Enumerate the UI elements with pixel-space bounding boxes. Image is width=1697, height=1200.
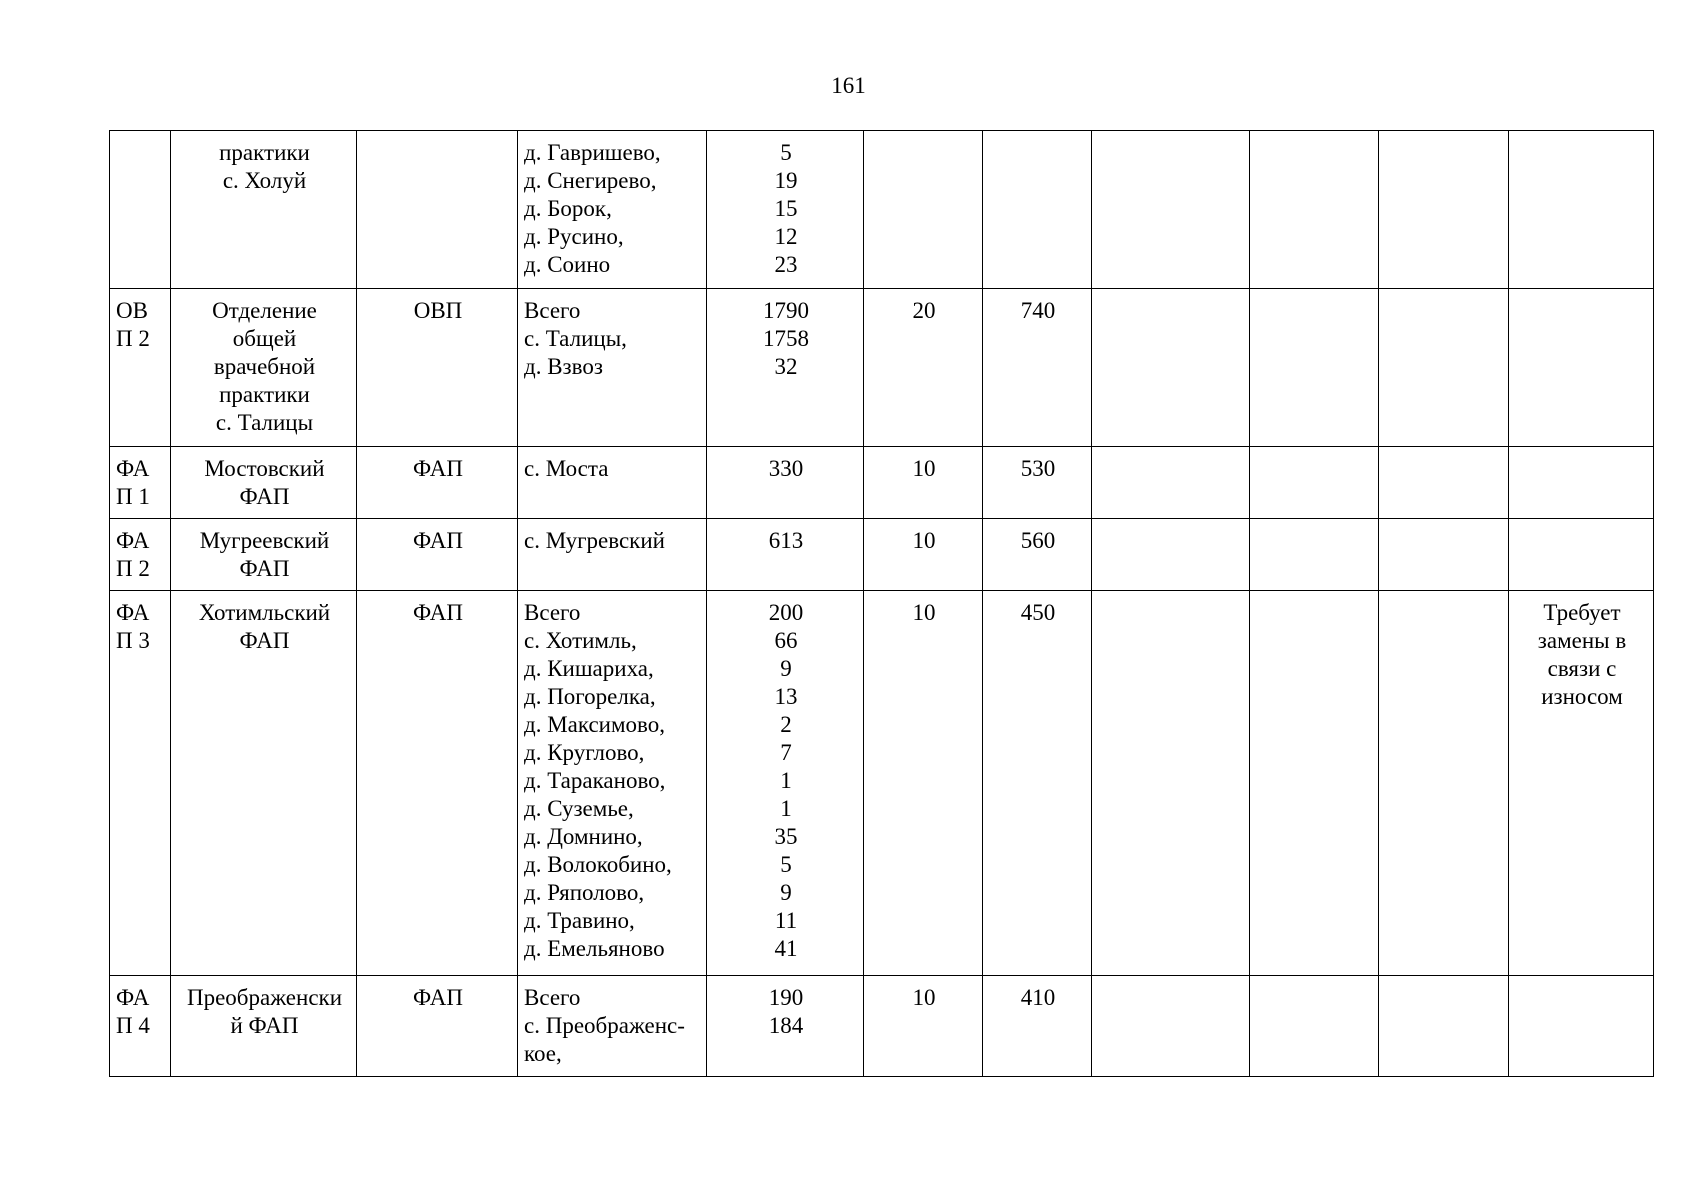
cell-line: 12 <box>774 224 798 249</box>
note-cell <box>1509 447 1654 519</box>
cell-line: с. Талицы, <box>524 326 627 351</box>
code-cell <box>110 976 171 1077</box>
cell-line: 19 <box>774 168 798 193</box>
type-cell <box>357 976 518 1077</box>
cell-line: общей <box>232 326 297 351</box>
table-row <box>110 447 1654 519</box>
table-row <box>110 976 1654 1077</box>
area-cell <box>983 976 1092 1077</box>
cell-line: ФА <box>116 456 150 481</box>
staff-cell <box>864 519 983 591</box>
empty-cell <box>1379 447 1509 519</box>
cell-line: Преображенски <box>186 985 343 1010</box>
cell-line: 1790 <box>763 298 809 323</box>
table-row <box>110 519 1654 591</box>
cell-line: 1 <box>780 768 792 793</box>
table-row <box>110 591 1654 976</box>
cell-line: Мостовский <box>204 456 325 481</box>
population-cell <box>707 519 864 591</box>
population-cell <box>707 289 864 447</box>
cell-line: 190 <box>768 985 804 1010</box>
cell-line: 20 <box>912 298 936 323</box>
population-cell <box>707 447 864 519</box>
staff-cell <box>864 289 983 447</box>
table-row <box>110 131 1654 289</box>
cell-line: 330 <box>768 456 804 481</box>
cell-line: Мугреевский <box>199 528 330 553</box>
cell-line: 23 <box>774 252 798 277</box>
cell-line: с. Мугревский <box>524 528 665 553</box>
code-cell <box>110 289 171 447</box>
empty-cell <box>1092 976 1250 1077</box>
empty-cell <box>1379 131 1509 289</box>
locations-cell <box>518 976 707 1077</box>
empty-cell <box>1379 519 1509 591</box>
population-cell <box>707 976 864 1077</box>
cell-line: ФА <box>116 985 150 1010</box>
cell-line: ОВП <box>413 298 463 323</box>
empty-cell <box>1379 976 1509 1077</box>
cell-line: й ФАП <box>230 1013 299 1038</box>
cell-line: Всего <box>524 600 581 625</box>
cell-line: Требует <box>1543 600 1621 625</box>
cell-line: 1758 <box>763 326 809 351</box>
staff-cell <box>864 131 983 289</box>
type-cell <box>357 289 518 447</box>
empty-cell <box>1250 519 1379 591</box>
population-cell <box>707 591 864 976</box>
empty-cell <box>1250 289 1379 447</box>
cell-line: с. Холуй <box>222 168 307 193</box>
cell-line: 2 <box>780 712 792 737</box>
cell-line: д. Тараканово, <box>524 768 666 793</box>
cell-line: 613 <box>768 528 804 553</box>
name-cell <box>171 131 357 289</box>
staff-cell <box>864 591 983 976</box>
cell-line: д. Погорелка, <box>524 684 656 709</box>
cell-line: ФА <box>116 600 150 625</box>
cell-line: д. Круглово, <box>524 740 645 765</box>
name-cell <box>171 447 357 519</box>
code-cell <box>110 447 171 519</box>
cell-line: ФА <box>116 528 150 553</box>
empty-cell <box>1092 289 1250 447</box>
page-number: 161 <box>831 73 866 98</box>
type-cell <box>357 447 518 519</box>
cell-line: 410 <box>1020 985 1056 1010</box>
cell-line: 560 <box>1020 528 1056 553</box>
cell-line: 5 <box>780 852 792 877</box>
code-cell <box>110 591 171 976</box>
cell-line: д. Кишариха, <box>524 656 654 681</box>
cell-line: ФАП <box>413 528 463 553</box>
locations-cell <box>518 591 707 976</box>
note-cell <box>1509 131 1654 289</box>
locations-cell <box>518 447 707 519</box>
cell-line: П 2 <box>116 326 150 351</box>
cell-line: 7 <box>780 740 792 765</box>
area-cell <box>983 289 1092 447</box>
code-cell <box>110 519 171 591</box>
cell-line: д. Борок, <box>524 196 612 221</box>
staff-cell <box>864 976 983 1077</box>
type-cell <box>357 519 518 591</box>
cell-line: 35 <box>774 824 798 849</box>
locations-cell <box>518 131 707 289</box>
cell-line: ФАП <box>413 456 463 481</box>
note-cell <box>1509 591 1654 976</box>
cell-line: врачебной <box>213 354 316 379</box>
area-cell <box>983 447 1092 519</box>
cell-line: практики <box>219 140 310 165</box>
cell-line: с. Хотимль, <box>524 628 637 653</box>
cell-line: ФАП <box>413 985 463 1010</box>
cell-line: ФАП <box>239 556 290 581</box>
cell-line: 32 <box>774 354 798 379</box>
cell-line: износом <box>1541 684 1623 709</box>
cell-line: П 3 <box>116 628 150 653</box>
empty-cell <box>1092 519 1250 591</box>
code-cell <box>110 131 171 289</box>
cell-line: ФАП <box>239 484 290 509</box>
cell-line: П 1 <box>116 484 150 509</box>
cell-line: 740 <box>1020 298 1056 323</box>
cell-line: 10 <box>912 528 936 553</box>
cell-line: с. Талицы <box>215 410 314 435</box>
cell-line: д. Гавришево, <box>524 140 661 165</box>
cell-line: Всего <box>524 985 581 1010</box>
cell-line: 10 <box>912 600 936 625</box>
staff-cell <box>864 447 983 519</box>
cell-line: д. Травино, <box>524 908 635 933</box>
cell-line: д. Взвоз <box>524 354 603 379</box>
empty-cell <box>1250 447 1379 519</box>
area-cell <box>983 519 1092 591</box>
cell-line: д. Емельяново <box>524 936 665 961</box>
cell-line: Хотимльский <box>198 600 331 625</box>
cell-line: ФАП <box>239 628 290 653</box>
cell-line: 66 <box>774 628 798 653</box>
cell-line: 9 <box>780 880 792 905</box>
cell-line: П 2 <box>116 556 150 581</box>
cell-line: 10 <box>912 985 936 1010</box>
cell-line: д. Волокобино, <box>524 852 672 877</box>
cell-line: практики <box>219 382 310 407</box>
note-cell <box>1509 519 1654 591</box>
cell-line: д. Ряполово, <box>524 880 645 905</box>
empty-cell <box>1379 289 1509 447</box>
cell-line: с. Моста <box>524 456 609 481</box>
locations-cell <box>518 519 707 591</box>
note-cell <box>1509 976 1654 1077</box>
data-table <box>109 130 1654 1077</box>
area-cell <box>983 591 1092 976</box>
name-cell <box>171 289 357 447</box>
cell-line: ОВ <box>116 298 148 323</box>
cell-line: д. Соино <box>524 252 611 277</box>
cell-line: 200 <box>768 600 804 625</box>
cell-line: связи с <box>1547 656 1617 681</box>
name-cell <box>171 591 357 976</box>
empty-cell <box>1092 131 1250 289</box>
cell-line: Отделение <box>212 298 317 323</box>
table-row <box>110 289 1654 447</box>
cell-line: д. Снегирево, <box>524 168 657 193</box>
empty-cell <box>1250 976 1379 1077</box>
type-cell <box>357 591 518 976</box>
empty-cell <box>1250 131 1379 289</box>
cell-line: д. Домнино, <box>524 824 643 849</box>
cell-line: д. Русино, <box>524 224 624 249</box>
area-cell <box>983 131 1092 289</box>
cell-line: П 4 <box>116 1013 150 1038</box>
locations-cell <box>518 289 707 447</box>
cell-line: кое, <box>524 1041 562 1066</box>
name-cell <box>171 519 357 591</box>
type-cell <box>357 131 518 289</box>
cell-line: д. Максимово, <box>524 712 665 737</box>
cell-line: д. Суземье, <box>524 796 634 821</box>
cell-line: 450 <box>1020 600 1056 625</box>
cell-line: 9 <box>780 656 792 681</box>
empty-cell <box>1250 591 1379 976</box>
cell-line: 530 <box>1020 456 1056 481</box>
cell-line: 41 <box>774 936 798 961</box>
empty-cell <box>1379 591 1509 976</box>
empty-cell <box>1092 447 1250 519</box>
cell-line: 1 <box>780 796 792 821</box>
cell-line: замены в <box>1537 628 1627 653</box>
cell-line: 13 <box>774 684 798 709</box>
cell-line: 5 <box>780 140 792 165</box>
cell-line: 184 <box>768 1013 804 1038</box>
note-cell <box>1509 289 1654 447</box>
cell-line: с. Преображенс- <box>524 1013 685 1038</box>
cell-line: Всего <box>524 298 581 323</box>
cell-line: ФАП <box>413 600 463 625</box>
name-cell <box>171 976 357 1077</box>
empty-cell <box>1092 591 1250 976</box>
cell-line: 11 <box>774 908 798 933</box>
population-cell <box>707 131 864 289</box>
cell-line: 10 <box>912 456 936 481</box>
cell-line: 15 <box>774 196 798 221</box>
